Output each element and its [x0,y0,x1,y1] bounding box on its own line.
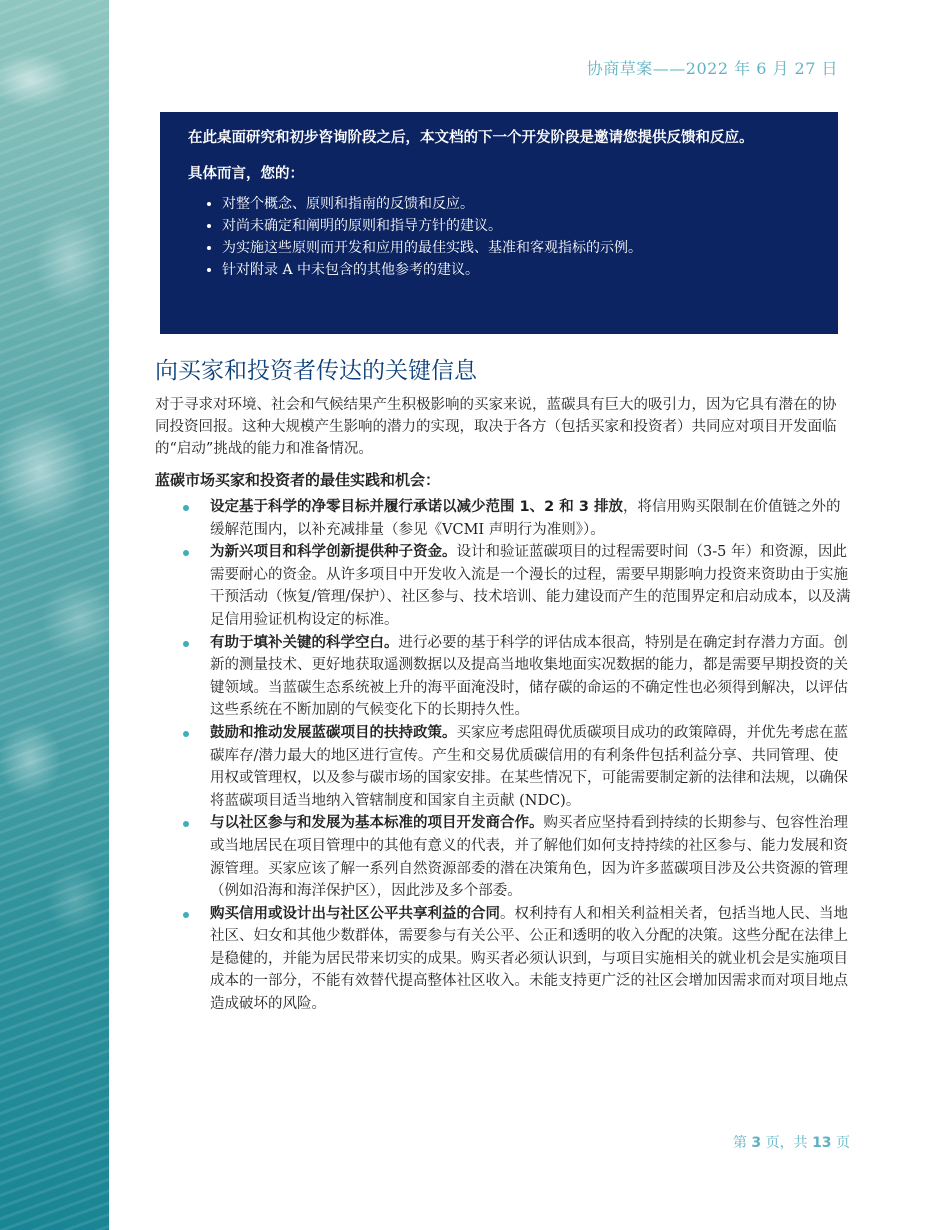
footer-suffix: 页 [831,1135,850,1151]
item-text: ，将信用购买限制在价值链之外的缓解范围内，以补充减排量（参见《VCMI 声明行为准则》）。 [210,499,841,538]
item-text: 购买者应坚持看到持续的长期参与、包容性治理或当地居民在项目管理中的其他有意义的代表，并了解他们如何支持持续的社区参与、能力发展和资源管理。买家应该了解一系列自然资源部委的潜在决策角色，因为许多蓝碳项目涉及公共资源的管理（例如沿海和海洋保护区），因此涉及多个部委。 [210,815,848,900]
callout-bullet: • 针对附录 A 中未包含的其他参考的建议。 [222,259,810,281]
callout-list [188,193,810,281]
list-item [183,722,851,812]
document-date-header: 协商草案——2022 年 6 月 27 日 [586,59,838,78]
callout-subtitle: 具体而言，您的： [188,166,304,182]
feedback-callout-box [160,112,838,334]
item-text: 。权利持有人和相关利益相关者，包括当地人民、当地社区、妇女和其他少数群体，需要参与有关公平、公正和透明的收入分配的决策。这些分配在法律上是稳健的，并能为居民带来切实的成果。购买者必须认识到，与项目实施相关的就业机会是实施项目成本的一部分，不能有效替代提高整体社区收入。未能支持更广泛的社区会增加因需求而对项目地点造成破坏的风险。 [210,905,848,1013]
current-page-number: 3 [751,1135,762,1151]
item-bold-lead: 鼓励和推动发展蓝碳项目的扶持政策。 [210,724,457,741]
callout-bullet: • 对整个概念、原则和指南的反馈和反应。 [222,193,810,215]
section-heading: 向买家和投资者传达的关键信息 [155,358,477,384]
page-number-footer [733,1132,850,1152]
item-text: 买家应考虑阻碍优质碳项目成功的政策障碍，并优先考虑在蓝碳库存/潜力最大的地区进行宣传。产生和交易优质碳信用的有利条件包括利益分享、共同管理、使用权或管理权，以及参与碳市场的国家安排。在某些情况下，可能需要制定新的法律和法规，以确保将蓝碳项目适当地纳入管辖制度和国家自主贡献 (NDC)。 [210,724,848,809]
callout-lead: 在此桌面研究和初步咨询阶段之后，本文档的下一个开发阶段是邀请您提供反馈和反应。 [188,130,754,146]
list-item [183,632,851,722]
footer-prefix: 第 [732,1135,752,1151]
best-practices-subheading: 蓝碳市场买家和投资者的最佳实践和机会： [155,471,441,489]
list-item [183,541,851,631]
ocean-side-image [0,0,109,1230]
item-bold-lead: 为新兴项目和科学创新提供种子资金。 [210,544,457,561]
total-page-count: 13 [812,1135,832,1151]
list-item [183,496,851,541]
callout-bullet: • 对尚未确定和阐明的原则和指导方针的建议。 [222,215,810,237]
section-intro: 对于寻求对环境、社会和气候结果产生积极影响的买家来说，蓝碳具有巨大的吸引力，因为它具有潜在的协同投资回报。这种大规模产生影响的潜力的实现，取决于各方（包括买家和投资者）共同应对项目开发面临的“启动”挑战的能力和准备情况。 [155,397,837,457]
item-text: 设计和验证蓝碳项目的过程需要时间（3-5 年）和资源，因此需要耐心的资金。从许多项目中开发收入流是一个漫长的过程，需要早期影响力投资来资助由于实施干预活动（恢复/管理/保护）、社区参与、技术培训、能力建设而产生的范围界定和启动成本，以及满足信用验证机构设定的标准。 [210,544,851,628]
item-bold-lead: 设定基于科学的净零目标并履行承诺以减少范围 1、2 和 3 排放 [210,499,623,515]
footer-middle: 页，共 [761,1135,813,1151]
item-text: 进行必要的基于科学的评估成本很高，特别是在确定封存潜力方面。创新的测量技术、更好地获取遥测数据以及提高当地收集地面实况数据的能力，都是需要早期投资的关键领域。当蓝碳生态系统被上升的海平面淹没时，储存碳的命运的不确定性也必须得到解决，以评估这些系统在不断加剧的气候变化下的长期持久性。 [210,634,848,719]
item-bold-lead: 有助于填补关键的科学空白。 [210,634,399,651]
best-practices-list [183,496,851,1016]
item-bold-lead: 与以社区参与和发展为基本标准的项目开发商合作。 [210,815,544,832]
callout-bullet: • 为实施这些原则而开发和应用的最佳实践、基准和客观指标的示例。 [222,237,810,259]
item-bold-lead: 购买信用或设计出与社区公平共享利益的合同 [210,905,500,922]
list-item [183,812,851,902]
list-item [183,903,851,1016]
